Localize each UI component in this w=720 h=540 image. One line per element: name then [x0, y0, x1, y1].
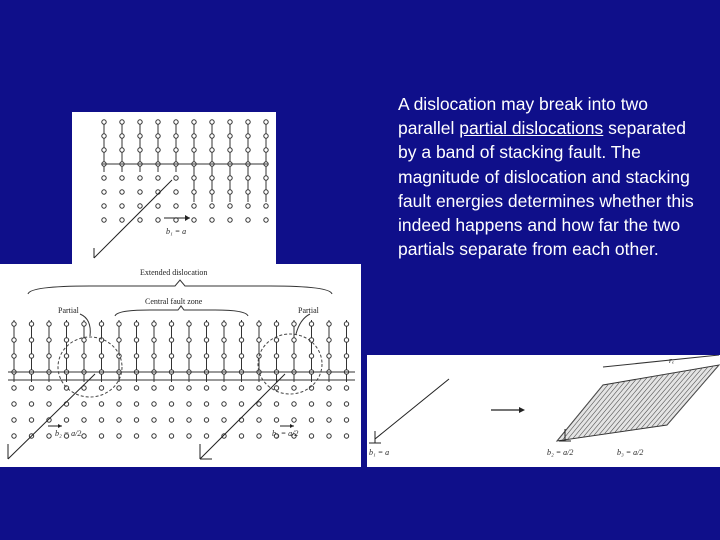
- partial-left-label: Partial: [58, 306, 79, 315]
- extended-dislocation-diagram: [0, 264, 361, 467]
- b2-label: b₂ = a/2: [55, 429, 82, 438]
- right-b1-label: b₁ = a: [369, 448, 390, 457]
- b3-label: b₃ = a/2: [272, 429, 299, 438]
- text-part-1: A dislocation may break into two parallel: [398, 94, 648, 139]
- text-part-2: separated by a band of stacking fault. The magnitude of dislocation and stacking fault energies determines whether this indeed happens and how far the two partials separate from each other.: [398, 118, 694, 260]
- burgers-label-b1: b₁ = a: [166, 227, 187, 236]
- extended-dislocation-title: Extended dislocation: [140, 268, 208, 277]
- right-b2-label: b₂ = a/2: [547, 448, 574, 457]
- explanation-text: [398, 92, 698, 261]
- top-lattice: [102, 120, 268, 222]
- bottom-lattice: [8, 320, 355, 438]
- dissociation-diagram: [367, 355, 720, 467]
- right-b3-label: b₃ = a/2: [617, 448, 644, 457]
- central-fault-zone-label: Central fault zone: [145, 297, 203, 306]
- partial-right-circle: [258, 334, 322, 394]
- width-label: rₑ: [669, 356, 675, 365]
- perfect-dislocation-diagram: [72, 112, 276, 264]
- partial-right-label: Partial: [298, 306, 319, 315]
- partial-dislocations-underlined: partial dislocations: [459, 118, 604, 139]
